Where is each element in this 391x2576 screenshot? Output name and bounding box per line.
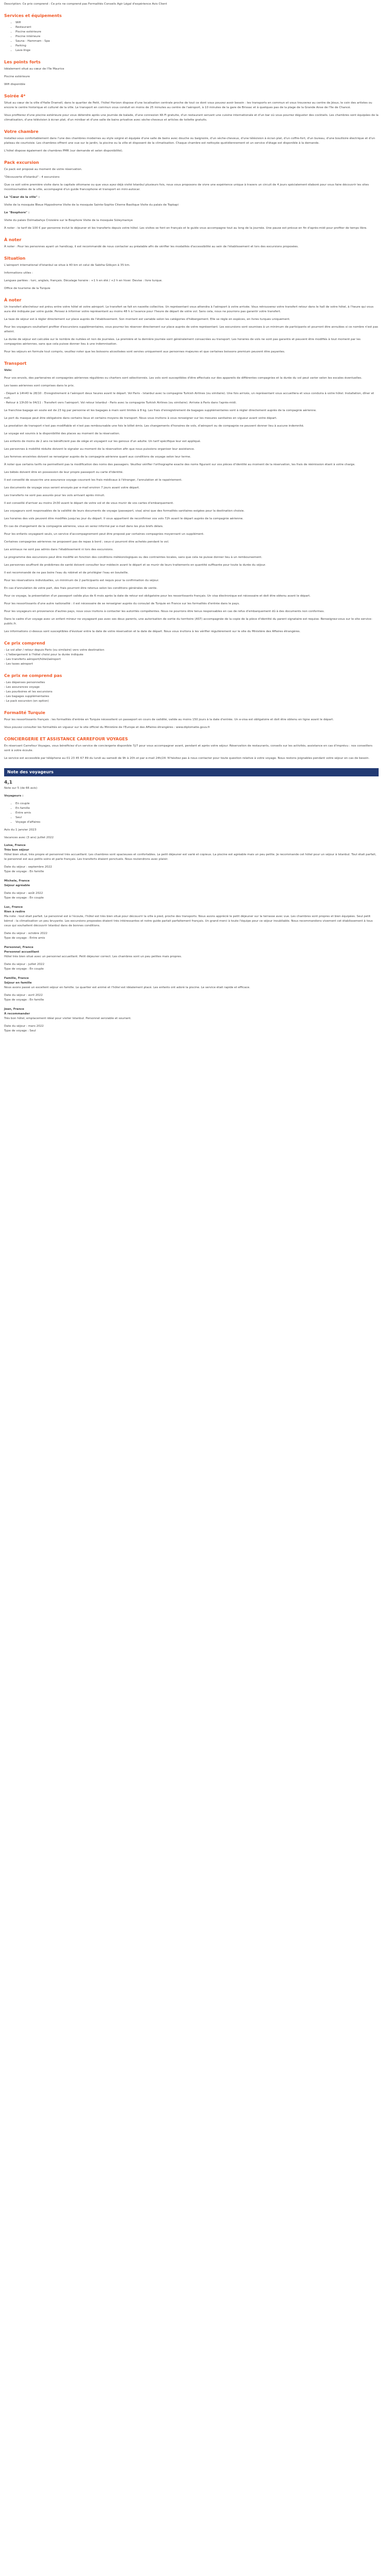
transport-paragraph: Pour vos envols, des partenaires et compagnies aériennes régulières ou charters sont sélectionnés. Les vols sont susceptibles d'être effectués sur des appareils de différentes compagnies et la durée du vol peut varier selon les escales éventuelles.: [4, 377, 362, 380]
review-date: Date du séjour : septembre 2022: [4, 866, 52, 869]
review-title: À recommander: [4, 1012, 30, 1015]
situation-title: Situation: [4, 256, 26, 261]
price-includes-line: - Le vol aller / retour depuis Paris (ou similaire) vers votre destination: [4, 649, 105, 652]
health-paragraph: En cas de changement de la compagnie aérienne, vous en serez informé par e-mail dans les plus brefs délais.: [4, 525, 164, 528]
health-paragraph: Les personnes souffrant de problèmes de santé doivent consulter leur médecin avant le départ et se munir de leurs traitements en quantité suffisante pour toute la durée du séjour.: [4, 564, 266, 567]
services-list: [4, 21, 379, 53]
formula-label: Le "Bosphore" :: [4, 211, 30, 214]
review: [4, 976, 379, 1003]
review-type: Type de voyage : En couple: [4, 896, 44, 900]
reviews-group-item: • Seul: [15, 816, 379, 820]
health-paragraph: Les bébés doivent être en possession de leur propre passeport ou carte d'identité.: [4, 471, 124, 474]
health-paragraph: Les voyageurs sont responsables de la validité de leurs documents de voyage (passeport, visa) ainsi que des formalités sanitaires exigées pour la destination choisie.: [4, 510, 245, 513]
health-paragraph: Il est recommandé de ne pas boire l'eau du robinet et de privilégier l'eau en bouteille.: [4, 571, 129, 574]
health-paragraph: En cas d'annulation de votre part, des frais pourront être retenus selon les conditions générales de vente.: [4, 587, 158, 590]
review-date: Date du séjour : octobre 2022: [4, 932, 47, 935]
reviews-group-item: • Entre amis: [15, 811, 379, 816]
equipment-paragraph: Installez-vous confortablement dans l'une des chambres modernes au style soigné et équipée d'une salle de bains avec douche ou baignoire, d'un sèche-cheveux, d'une télévision à écran plat, d'un coffre-fort, d'un bureau, d'une bouilloire électrique et d'un plateau de courtoisie. Les chambres offrent une vue sur le jardin, la piscine ou la ville et disposent de la climatisation. Chaque chambre est nettoyée quotidiennement et un service d'étage est disponible à la demande.: [4, 137, 375, 145]
services-item: • Piscine extérieure: [15, 30, 379, 35]
review-date: Date du séjour : juillet 2022: [4, 963, 45, 966]
services-title: Services et équipements: [4, 13, 62, 18]
health-paragraph: À noter que certains tarifs ne permettent pas la modification des noms des passagers. Veuillez vérifier l'orthographe exacte des noms figurant sur vos pièces d'identité au moment de la réservation, les frais de réémission étant à votre charge.: [4, 463, 355, 466]
reviews-groups-title: Voyageurs :: [4, 794, 24, 798]
price-excludes-line: - Les pourboires et les excursions: [4, 690, 53, 693]
review-author: Luisa, France: [4, 844, 26, 847]
review-author: Michele, France: [4, 879, 30, 883]
reviews-score: 4,1: [4, 780, 12, 785]
situation-paragraph: Office de tourisme de la Turquie: [4, 287, 51, 290]
equipment-title: Votre chambre: [4, 129, 39, 134]
formula-paragraph: "Découverte d'Istanbul" : 4 excursions: [4, 176, 60, 179]
cancel-paragraph: La taxe de séjour est à régler directement sur place auprès de l'établissement. Son montant est variable selon les catégories d'hébergement. Elle se règle en espèces, en livres turques uniquement.: [4, 318, 290, 321]
review-author: Jean, France: [4, 1008, 24, 1011]
sejour-paragraph: Situé au cœur de la ville d'Halle Dramell, dans le quartier de Petit, l'hôtel Horizon dispose d'une localisation centrale proche de tout ce dont vous pouvez avoir besoin : les transports en commun et vous trouverez au centre de Jésus, le coin des artistes ou encore le centre historique et culturel de la ville. Le transport en commun vous conduit en moins de 25 minutes au centre de l'aéroport, à 10 minutes de la gare de Brissac et à quelques pas de la plage de la Grande Anse de l'île de Chancé.: [4, 101, 372, 109]
cancel-paragraph: Un transfert aller/retour est prévu entre votre hôtel et votre aéroport. Le transfert se fait en navette collective. Un représentant vous attendra à l'aéroport à votre arrivée. Vous retrouverez votre transfert retour dans le hall de votre hôtel, à l'heure qui vous aura été indiquée par votre guide. Pensez à informer votre représentant au moins 48 h à l'avance pour l'heure de départ de votre vol. Sans cela, nous ne pourrons pas garantir votre transfert.: [4, 306, 373, 313]
health-paragraph: Il est conseillé de souscrire une assurance voyage couvrant les frais médicaux à l'étranger, l'annulation et le rapatriement.: [4, 479, 183, 482]
notice-title: À noter: [4, 238, 22, 242]
review-type: Type de voyage : En famille: [4, 870, 44, 873]
price-includes-line: - L'hébergement à l'hôtel choisi pour la durée indiquée: [4, 653, 84, 656]
health-paragraph: Les informations ci-dessus sont susceptibles d'évoluer entre la date de votre réservation et la date de départ. Nous vous invitons à les vérifier régulièrement sur le site du Ministère des Affaires étrangères.: [4, 630, 301, 633]
health-paragraph: Les personnes à mobilité réduite doivent le signaler au moment de la réservation afin que nous puissions organiser leur assistance.: [4, 448, 195, 451]
sejour-paragraph: Vous profiterez d'une piscine extérieure pour vous détendre après une journée de balade, d'une connexion Wi-Fi gratuite, d'un restaurant servant une cuisine internationale et d'un bar où vous pourrez déguster des cocktails. Les chambres sont équipées de la climatisation, d'une télévision à écran plat, d'un minibar et d'une salle de bains privative avec sèche-cheveux et articles de toilette gratuits.: [4, 114, 379, 122]
review-type: Type de voyage : Seul: [4, 1029, 36, 1032]
intro-text: Description: Ce prix comprend : Ce prix ne comprend pas Formalités Conseils Agir Légal d'expérience Avis Client: [4, 3, 167, 6]
strong-point: Piscine extérieure: [4, 75, 30, 78]
review-date: Date du séjour : avril 2022: [4, 994, 43, 997]
transport-paragraph: Le franchise bagage en soute est de 23 kg par personne et les bagages à main sont limités à 8 kg. Les frais d'enregistrement de bagages supplémentaires sont à régler directement auprès de la compagnie aérienne.: [4, 409, 317, 412]
reviews-group-item: • Voyage d'affaires: [15, 820, 379, 825]
review-author: Famille, France: [4, 977, 29, 980]
health-paragraph: Dans le cadre d'un voyage avec un enfant mineur ne voyageant pas avec ses deux parents, une autorisation de sortie du territoire (AST) accompagnée de la copie de la pièce d'identité du parent signataire est requise. Renseignez-vous sur le site service-public.fr.: [4, 618, 372, 625]
services-item: • Piscine intérieure: [15, 35, 379, 39]
reviews-groups-list: [4, 802, 379, 825]
review-title: Très bon séjour: [4, 849, 29, 852]
formula-paragraph: Que ce soit votre première visite dans la capitale ottomane ou que vous ayez déjà visité Istanbul plusieurs fois, nous vous proposons de vivre une expérience unique à travers un circuit de 4 jours spécialement élaboré pour vous faire découvrir les sites incontournables de la ville, accompagné d'un guide francophone et transport en mini-autocar.: [4, 183, 369, 191]
reviews-group-item: • En couple: [15, 802, 379, 806]
price-excludes-line: - Les dépenses personnelles: [4, 681, 45, 684]
equipment-paragraph: L'hôtel dispose également de chambres PMR (sur demande et selon disponibilité).: [4, 149, 123, 152]
services-item: • Restaurant: [15, 25, 379, 30]
conciergerie-title: CONCIERGERIE ET ASSISTANCE CARREFOUR VOYAGES: [4, 737, 128, 741]
formula-paragraph: Ce pack est proposé au moment de votre réservation.: [4, 168, 83, 171]
price-excludes-line: - Le pack excursion (en option): [4, 700, 49, 703]
sejour-title: Soirée 4*: [4, 94, 26, 98]
services-item: • Parking: [15, 44, 379, 48]
review-body: Ma note : tout était parfait. Le personnel est à l'écoute, l'hôtel est très bien situé pour découvrir la ville à pied, proche des transports. Nous avons apprécié le petit déjeuner sur la terrasse avec vue. Les chambres sont propres et bien équipées. Seul petit bémol : la climatisation un peu bruyante. Les excursions proposées étaient très intéressantes et notre guide parlait parfaitement français. Un grand merci à toute l'équipe pour ce séjour inoubliable. Nous recommandons vivement cet établissement à tous ceux qui souhaitent découvrir Istanbul dans de bonnes conditions.: [4, 915, 373, 927]
review-title: Séjour en famille: [4, 981, 32, 985]
price-excludes-line: - Les bagages supplémentaires: [4, 695, 50, 698]
review-type: Type de voyage : En couple: [4, 968, 44, 971]
reviews-date: Avis du 1 janvier 2023: [4, 828, 37, 832]
transport-paragraph: Les taxes aériennes sont comprises dans le prix.: [4, 384, 75, 387]
health-paragraph: Certaines compagnies aériennes ne proposent pas de repas à bord ; ceux-ci pourront être achetés pendant le vol.: [4, 540, 169, 544]
formula-paragraph: Visite de la mosquée Bleue Hippodrome Visite de la mosquée Sainte-Sophie Citerne Basilique Visite du palais de Topkapi: [4, 204, 179, 207]
review: [4, 843, 379, 874]
price-includes-line: - Les transferts aéroport/hôtel/aéroport: [4, 658, 61, 661]
transport-paragraph: Le port du masque peut être obligatoire dans certains lieux et certains moyens de transport. Nous vous invitons à vous renseigner sur les mesures sanitaires en vigueur avant votre départ.: [4, 417, 278, 420]
health-paragraph: Pour les réservations individuelles, un minimum de 2 participants est requis pour la confirmation du séjour.: [4, 579, 159, 582]
transport-paragraph: Le voyage est soumis à la disponibilité des places au moment de la réservation.: [4, 432, 120, 435]
health-paragraph: Le programme des excursions peut être modifié en fonction des conditions météorologiques ou des contraintes locales, sans que cela ne puisse donner lieu à un remboursement.: [4, 556, 263, 559]
formalities-paragraph: Pour les ressortissants français : les formalités d'entrée en Turquie nécessitent un passeport en cours de validité, valide au moins 150 jours à la date d'entrée. Un e-visa est obligatoire et doit être obtenu en ligne avant le départ.: [4, 718, 334, 721]
health-paragraph: Pour ce voyage, la présentation d'un passeport valide plus de 6 mois après la date de retour est obligatoire pour les ressortissants français. Un visa électronique est nécessaire et doit être obtenu avant le départ.: [4, 595, 311, 598]
cancel-title: À noter: [4, 298, 22, 302]
review-type: Type de voyage : Entre amis: [4, 937, 45, 940]
page: [0, 0, 383, 1044]
review-title: Personnel accueillant: [4, 951, 39, 954]
review: [4, 1007, 379, 1033]
strong-point: Idéalement situé au cœur de l'île Maurice: [4, 67, 64, 71]
reviews-score-sub: Note sur 5 (de 66 avis): [4, 787, 38, 790]
review-title: Séjour agréable: [4, 884, 30, 887]
review: [4, 879, 379, 901]
strong-points-title: Les points forts: [4, 60, 41, 64]
notice-paragraph: À noter : Pour les personnes ayant un handicap, il est recommandé de nous contacter au préalable afin de vérifier les modalités d'accessibilité au sein de l'établissement et lors des excursions proposées.: [4, 245, 299, 248]
review-author: Personnel, France: [4, 946, 34, 949]
health-paragraph: Les enfants de moins de 2 ans ne bénéficient pas de siège et voyagent sur les genoux d'un adulte. Un tarif spécifique leur est appliqué.: [4, 440, 201, 443]
reviews-group-item: • En famille: [15, 806, 379, 811]
review: [4, 905, 379, 941]
review-body: Hôtel bien situé, très propre et personnel très accueillant. Les chambres sont spacieuses et confortables. Le petit déjeuner est varié et copieux. La piscine est agréable mais un peu petite. Je recommande cet hôtel pour un séjour à Istanbul. Tout était parfait, le personnel est aux petits soins et parle français. Les transferts étaient ponctuels. Nous reviendrons avec plaisir.: [4, 853, 377, 861]
review-type: Type de voyage : En famille: [4, 998, 44, 1002]
transport-paragraph: La prestation de transport n'est pas modifiable et n'est pas remboursable une fois le billet émis. Les changements d'horaires de vols, d'aéroport ou de compagnie ne peuvent donner lieu à aucune indemnité.: [4, 425, 304, 428]
reviews-header-bar: Note des voyageurs: [4, 768, 379, 776]
conciergerie-paragraph: En réservant Carrefour Voyages, vous bénéficiez d'un service de conciergerie disponible 7j/7 pour vous accompagner avant, pendant et après votre séjour. Réservation de restaurants, conseils sur les activités, assistance en cas d'imprévu : nos conseillers sont à votre écoute.: [4, 744, 372, 752]
health-paragraph: Pour les enfants voyageant seuls, un service d'accompagnement peut être proposé par certaines compagnies moyennant un supplément.: [4, 533, 204, 536]
price-excludes-line: - Les assurances voyage: [4, 686, 40, 689]
health-paragraph: Les femmes enceintes doivent se renseigner auprès de la compagnie aérienne quant aux conditions de voyage selon leur terme.: [4, 455, 191, 459]
health-paragraph: Les transferts ne sont pas assurés pour les vols arrivant après minuit.: [4, 494, 105, 497]
health-paragraph: Il est conseillé d'arriver au moins 2h30 avant le départ de votre vol et de vous munir de vos cartes d'embarquement.: [4, 502, 174, 505]
price-excludes-title: Ce prix ne comprend pas: [4, 673, 62, 678]
conciergerie-paragraph: Le service est accessible par téléphone au 01 23 45 67 89 du lundi au samedi de 9h à 20h et par e-mail 24h/24. N'hésitez pas à nous contacter pour toute question relative à votre voyage. Nous restons joignables pendant votre séjour en cas de besoin.: [4, 757, 370, 760]
formula-paragraph: À noter : le tarif de 100 € par personne inclut le déjeuner et les transferts depuis votre hôtel. Les visites se font en français et le guide vous accompagne tout au long de la journée. Une pause est prévue en fin d'après-midi pour profiter de temps libre.: [4, 227, 367, 230]
transport-label: Vols:: [4, 369, 12, 372]
health-paragraph: Les horaires des vols peuvent être modifiés jusqu'au jour du départ. Il vous appartient de reconfirmer vos vols 72h avant le départ auprès de la compagnie aérienne.: [4, 517, 243, 520]
review: [4, 945, 379, 972]
health-paragraph: Pour les voyageurs en provenance d'autres pays, nous vous invitons à contacter les autorités compétentes. Nous ne pourrons être tenus responsables en cas de refus d'embarquement dû à des documents non conformes.: [4, 610, 325, 613]
price-includes-title: Ce prix comprend: [4, 641, 45, 646]
formalities-title: Formalité Turquie: [4, 710, 45, 715]
cancel-paragraph: La durée de séjour est calculée sur le nombre de nuitées et non de journées. La première et la dernière journée sont généralement consacrées au transport. Les horaires de vols ne sont pas garantis et peuvent être modifiés à tout moment par les compagnies aériennes, sans que cela puisse donner lieu à une indemnisation.: [4, 338, 361, 346]
health-paragraph: Pour les ressortissants d'une autre nationalité : il est nécessaire de se renseigner auprès du consulat de Turquie en France sur les formalités d'entrée dans le pays.: [4, 602, 240, 605]
review-author: Luc, France: [4, 906, 23, 909]
transport-paragraph: - Départ à 14h40 le 28/10 : Enregistrement à l'aéroport deux heures avant le départ. Vol Paris - Istanbul avec la compagnie Turkish Airlines (ou similaire). Une fois arrivés, un représentant vous accueillera et vous conduira à votre hôtel. Installation, dîner et nuit. - Retour à 13h30 le 04/11 : Transfert vers l'aéroport. Vol retour Istanbul - Paris avec la compagnie Turkish Airlines (ou similaire). Arrivée à Paris dans l'après-midi.: [4, 392, 374, 404]
price-includes-line: - Les taxes aéroport: [4, 663, 33, 666]
services-item: • Sauna - Hammam - Spa: [15, 39, 379, 44]
situation-paragraph: L'aéroport international d'Istanbul se situe à 40 km et celui de Sabiha Gökçen à 35 km.: [4, 264, 131, 267]
transport-title: Transport: [4, 361, 27, 366]
health-paragraph: Les documents de voyage vous seront envoyés par e-mail environ 7 jours avant votre départ.: [4, 486, 140, 489]
cancel-paragraph: Pour les séjours en formule tout compris, veuillez noter que les boissons alcoolisées sont servies uniquement aux personnes majeures et que certaines boissons premium peuvent être payantes.: [4, 350, 285, 353]
cancel-paragraph: Pour les voyageurs souhaitant profiter d'excursions supplémentaires, vous pourrez les réserver directement sur place auprès de votre représentant. Les excursions sont soumises à un minimum de participants et pourront être annulées si ce nombre n'est pas atteint.: [4, 326, 378, 333]
review-date: Date du séjour : août 2022: [4, 892, 43, 895]
services-item: • Lave-linge: [15, 48, 379, 53]
formalities-paragraph: Vous pouvez consulter les formalités en vigueur sur le site officiel du Ministère de l'Europe et des Affaires étrangères : www.diplomatie.gouv.fr: [4, 726, 210, 729]
situation-paragraph: Langues parlées : turc, anglais, français. Décalage horaire : +1 h en été / +2 h en hiver. Devise : livre turque.: [4, 279, 162, 282]
formula-paragraph: Visite du palais Dolmabahçe Croisière sur le Bosphore Visite de la mosquée Süleymaniye: [4, 219, 133, 222]
reviews-published: Vacances avec (3 ans) juillet 2022: [4, 836, 54, 839]
strong-point: Wifi disponible: [4, 83, 25, 86]
review-body: Très bon hôtel, emplacement idéal pour visiter Istanbul. Personnel serviable et souriant.: [4, 1017, 132, 1020]
review-body: Hôtel très bien situé avec un personnel accueillant. Petit déjeuner correct. Les chambres sont un peu petites mais propres.: [4, 955, 182, 958]
situation-paragraph: Informations utiles :: [4, 272, 33, 275]
services-item: • Wifi: [15, 21, 379, 25]
health-paragraph: Les animaux ne sont pas admis dans l'établissement ni lors des excursions.: [4, 548, 113, 551]
formula-label: Le "Cœur de la ville" :: [4, 196, 40, 199]
review-date: Date du séjour : mars 2022: [4, 1025, 44, 1028]
review-body: Nous avons passé un excellent séjour en famille. Le quartier est animé et l'hôtel est idéalement placé. Les enfants ont adoré la piscine. Le service était rapide et efficace.: [4, 986, 251, 989]
review-title: Rien à redire: [4, 910, 25, 913]
formula-title: Pack excursion: [4, 160, 39, 165]
